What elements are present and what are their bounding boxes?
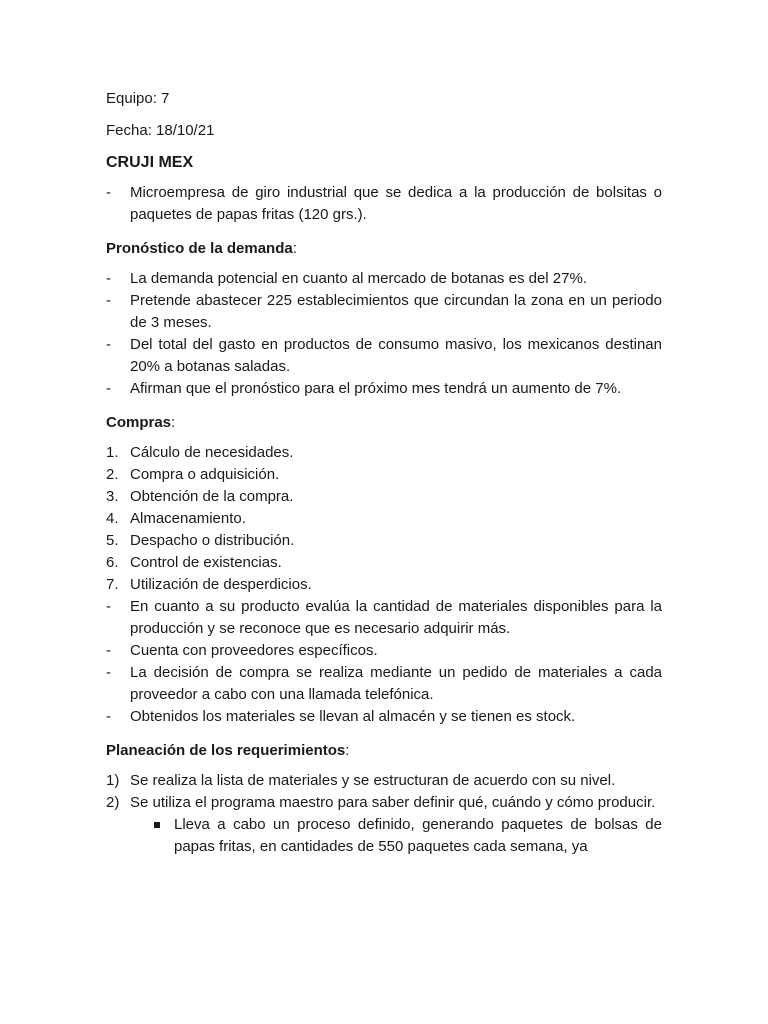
heading-colon: : (292, 240, 297, 257)
team-line: Equipo: 7 (106, 90, 170, 107)
company-title: CRUJI MEX (106, 154, 194, 171)
dash-marker: - (106, 664, 111, 681)
list-item-text: Se utiliza el programa maestro para saber definir qué, cuándo y cómo producir. (130, 794, 656, 811)
number-marker: 4. (106, 510, 119, 527)
list-item-text: Afirman que el pronóstico para el próximo mes tendrá un aumento de 7%. (130, 380, 622, 397)
number-marker: 1. (106, 444, 119, 461)
list-item-text: Obtenidos los materiales se llevan al almacén y se tienen es stock. (130, 708, 576, 725)
list-item-text: Compra o adquisición. (130, 466, 280, 483)
numbered-item (106, 530, 662, 552)
document-page (106, 88, 662, 858)
sub-list-item (154, 814, 662, 858)
numbered-item (106, 486, 662, 508)
dash-marker: - (106, 336, 111, 353)
list-item-text: La decisión de compra se realiza mediante un pedido de materiales a cada proveedor a cabo con una llamada telefónica. (130, 664, 662, 703)
square-bullet-icon (154, 822, 160, 828)
list-item (106, 706, 662, 728)
date-line: Fecha: 18/10/21 (106, 122, 215, 139)
list-item-text: Control de existencias. (130, 554, 282, 571)
list-item-text: Utilización de desperdicios. (130, 576, 312, 593)
list-item-text: En cuanto a su producto evalúa la cantidad de materiales disponibles para la producción y se reconoce que es necesario adquirir más. (130, 598, 662, 637)
number-marker: 6. (106, 554, 119, 571)
list-item (106, 268, 662, 290)
heading-text: Compras (106, 414, 172, 431)
number-marker: 5. (106, 532, 119, 549)
list-item (106, 596, 662, 640)
list-item (106, 334, 662, 378)
company-description-list (106, 182, 662, 226)
pronostico-list (106, 268, 662, 400)
company-description: Microempresa de giro industrial que se dedica a la producción de bolsitas o paquetes de papas fritas (120 grs.). (130, 184, 662, 223)
number-marker: 2) (106, 794, 120, 811)
heading-colon: : (171, 414, 176, 431)
number-marker: 7. (106, 576, 119, 593)
list-item-text: Lleva a cabo un proceso definido, generando paquetes de bolsas de papas fritas, en cantidades de 550 paquetes cada semana, ya (174, 816, 662, 855)
dash-marker: - (106, 708, 111, 725)
dash-marker: - (106, 380, 111, 397)
section-heading-compras (106, 412, 662, 434)
numbered-item (106, 508, 662, 530)
list-item (106, 662, 662, 706)
heading-colon: : (345, 742, 350, 759)
list-item-text: Cálculo de necesidades. (130, 444, 294, 461)
planeacion-sub-list (106, 814, 662, 858)
numbered-item (106, 552, 662, 574)
list-item-text: Cuenta con proveedores específicos. (130, 642, 378, 659)
list-item (106, 182, 662, 226)
section-heading-pronostico (106, 238, 662, 260)
number-marker: 3. (106, 488, 119, 505)
list-item-text: Se realiza la lista de materiales y se estructuran de acuerdo con su nivel. (130, 772, 616, 789)
numbered-item (106, 464, 662, 486)
compras-numbered-list (106, 442, 662, 596)
planeacion-numbered-list (106, 770, 662, 814)
list-item-text: Despacho o distribución. (130, 532, 295, 549)
dash-marker: - (106, 598, 111, 615)
list-item-text: Del total del gasto en productos de consumo masivo, los mexicanos destinan 20% a botanas saladas. (130, 336, 662, 375)
list-item (106, 640, 662, 662)
dash-marker: - (106, 270, 111, 287)
list-item (106, 290, 662, 334)
numbered-item (106, 442, 662, 464)
dash-marker: - (106, 184, 111, 201)
list-item (106, 378, 662, 400)
number-marker: 2. (106, 466, 119, 483)
numbered-item (106, 574, 662, 596)
compras-list (106, 596, 662, 728)
number-marker: 1) (106, 772, 120, 789)
heading-text: Pronóstico de la demanda (106, 240, 293, 257)
heading-text: Planeación de los requerimientos (106, 742, 346, 759)
list-item-text: La demanda potencial en cuanto al mercado de botanas es del 27%. (130, 270, 587, 287)
numbered-item (106, 770, 662, 792)
section-heading-planeacion (106, 740, 662, 762)
list-item-text: Obtención de la compra. (130, 488, 294, 505)
list-item-text: Pretende abastecer 225 establecimientos que circundan la zona en un periodo de 3 meses. (130, 292, 662, 331)
dash-marker: - (106, 292, 111, 309)
numbered-item (106, 792, 662, 814)
list-item-text: Almacenamiento. (130, 510, 246, 527)
dash-marker: - (106, 642, 111, 659)
